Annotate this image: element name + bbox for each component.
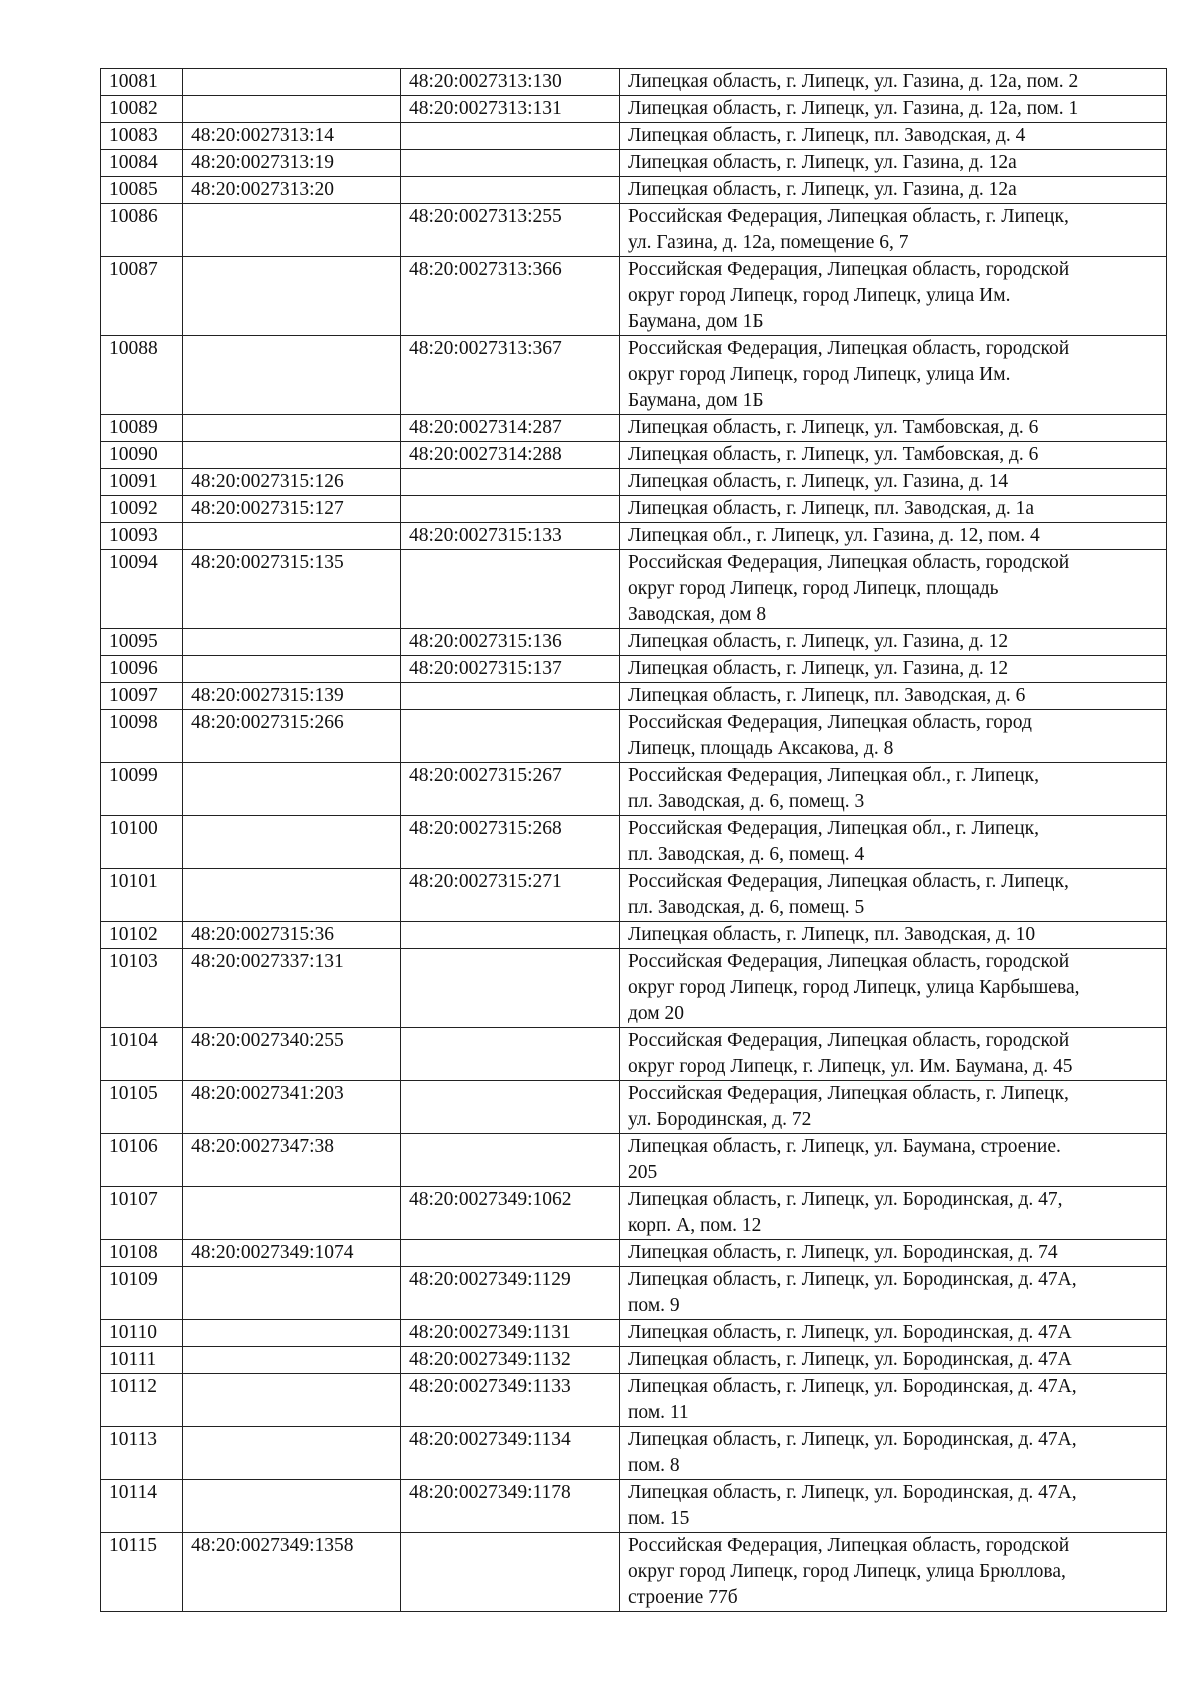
table-body bbox=[101, 69, 1167, 1612]
row-number-cell: 10115 bbox=[101, 1533, 183, 1612]
object-cadastral-number-cell: 48:20:0027313:367 bbox=[401, 336, 620, 415]
object-cadastral-number-cell: 48:20:0027315:133 bbox=[401, 523, 620, 550]
object-cadastral-number-cell: 48:20:0027349:1129 bbox=[401, 1267, 620, 1320]
object-cadastral-number-cell bbox=[401, 683, 620, 710]
object-cadastral-number-cell: 48:20:0027314:287 bbox=[401, 415, 620, 442]
address-cell: Липецкая область, г. Липецк, пл. Заводская, д. 1а bbox=[620, 496, 1167, 523]
table-row bbox=[101, 1267, 1167, 1320]
object-cadastral-number-cell: 48:20:0027349:1134 bbox=[401, 1427, 620, 1480]
row-number-cell: 10082 bbox=[101, 96, 183, 123]
land-cadastral-number-cell: 48:20:0027349:1074 bbox=[183, 1240, 401, 1267]
object-cadastral-number-cell: 48:20:0027313:366 bbox=[401, 257, 620, 336]
row-number-cell: 10109 bbox=[101, 1267, 183, 1320]
object-cadastral-number-cell bbox=[401, 496, 620, 523]
land-cadastral-number-cell: 48:20:0027315:139 bbox=[183, 683, 401, 710]
table-row bbox=[101, 96, 1167, 123]
object-cadastral-number-cell: 48:20:0027349:1131 bbox=[401, 1320, 620, 1347]
row-number-cell: 10100 bbox=[101, 816, 183, 869]
object-cadastral-number-cell: 48:20:0027315:267 bbox=[401, 763, 620, 816]
address-cell: Липецкая область, г. Липецк, ул. Бородинская, д. 47, корп. А, пом. 12 bbox=[620, 1187, 1167, 1240]
land-cadastral-number-cell bbox=[183, 523, 401, 550]
object-cadastral-number-cell: 48:20:0027314:288 bbox=[401, 442, 620, 469]
land-cadastral-number-cell: 48:20:0027315:266 bbox=[183, 710, 401, 763]
land-cadastral-number-cell bbox=[183, 656, 401, 683]
land-cadastral-number-cell bbox=[183, 442, 401, 469]
table-row bbox=[101, 1374, 1167, 1427]
address-cell: Липецкая область, г. Липецк, ул. Тамбовская, д. 6 bbox=[620, 415, 1167, 442]
row-number-cell: 10089 bbox=[101, 415, 183, 442]
address-cell: Липецкая область, г. Липецк, пл. Заводская, д. 4 bbox=[620, 123, 1167, 150]
address-cell: Российская Федерация, Липецкая область, г. Липецк, ул. Газина, д. 12а, помещение 6, 7 bbox=[620, 204, 1167, 257]
row-number-cell: 10110 bbox=[101, 1320, 183, 1347]
row-number-cell: 10083 bbox=[101, 123, 183, 150]
table-row bbox=[101, 1480, 1167, 1533]
land-cadastral-number-cell: 48:20:0027313:20 bbox=[183, 177, 401, 204]
row-number-cell: 10092 bbox=[101, 496, 183, 523]
object-cadastral-number-cell: 48:20:0027349:1132 bbox=[401, 1347, 620, 1374]
land-cadastral-number-cell: 48:20:0027349:1358 bbox=[183, 1533, 401, 1612]
land-cadastral-number-cell: 48:20:0027337:131 bbox=[183, 949, 401, 1028]
object-cadastral-number-cell bbox=[401, 1081, 620, 1134]
land-cadastral-number-cell: 48:20:0027340:255 bbox=[183, 1028, 401, 1081]
object-cadastral-number-cell: 48:20:0027315:268 bbox=[401, 816, 620, 869]
land-cadastral-number-cell bbox=[183, 869, 401, 922]
object-cadastral-number-cell bbox=[401, 1240, 620, 1267]
object-cadastral-number-cell: 48:20:0027315:271 bbox=[401, 869, 620, 922]
address-cell: Липецкая область, г. Липецк, пл. Заводская, д. 6 bbox=[620, 683, 1167, 710]
row-number-cell: 10088 bbox=[101, 336, 183, 415]
address-cell: Липецкая область, г. Липецк, ул. Баумана, строение. 205 bbox=[620, 1134, 1167, 1187]
address-cell: Российская Федерация, Липецкая обл., г. Липецк, пл. Заводская, д. 6, помещ. 3 bbox=[620, 763, 1167, 816]
land-cadastral-number-cell bbox=[183, 1320, 401, 1347]
table-row bbox=[101, 816, 1167, 869]
address-cell: Российская Федерация, Липецкая область, г. Липецк, пл. Заводская, д. 6, помещ. 5 bbox=[620, 869, 1167, 922]
address-cell: Российская Федерация, Липецкая область, городской округ город Липецк, город Липецк, площадь Заводская, дом 8 bbox=[620, 550, 1167, 629]
object-cadastral-number-cell: 48:20:0027349:1062 bbox=[401, 1187, 620, 1240]
address-cell: Липецкая область, г. Липецк, ул. Газина, д. 12 bbox=[620, 656, 1167, 683]
table-row bbox=[101, 1134, 1167, 1187]
object-cadastral-number-cell bbox=[401, 469, 620, 496]
row-number-cell: 10102 bbox=[101, 922, 183, 949]
land-cadastral-number-cell: 48:20:0027313:14 bbox=[183, 123, 401, 150]
land-cadastral-number-cell bbox=[183, 204, 401, 257]
object-cadastral-number-cell bbox=[401, 710, 620, 763]
address-cell: Липецкая область, г. Липецк, ул. Газина, д. 12а bbox=[620, 177, 1167, 204]
row-number-cell: 10090 bbox=[101, 442, 183, 469]
row-number-cell: 10093 bbox=[101, 523, 183, 550]
address-cell: Российская Федерация, Липецкая область, г. Липецк, ул. Бородинская, д. 72 bbox=[620, 1081, 1167, 1134]
object-cadastral-number-cell bbox=[401, 922, 620, 949]
land-cadastral-number-cell: 48:20:0027313:19 bbox=[183, 150, 401, 177]
row-number-cell: 10113 bbox=[101, 1427, 183, 1480]
table-row bbox=[101, 123, 1167, 150]
land-cadastral-number-cell: 48:20:0027341:203 bbox=[183, 1081, 401, 1134]
land-cadastral-number-cell: 48:20:0027315:126 bbox=[183, 469, 401, 496]
object-cadastral-number-cell bbox=[401, 1134, 620, 1187]
table-row bbox=[101, 1187, 1167, 1240]
row-number-cell: 10106 bbox=[101, 1134, 183, 1187]
address-cell: Липецкая область, г. Липецк, ул. Бородинская, д. 47А, пом. 15 bbox=[620, 1480, 1167, 1533]
land-cadastral-number-cell bbox=[183, 1427, 401, 1480]
object-cadastral-number-cell: 48:20:0027315:136 bbox=[401, 629, 620, 656]
address-cell: Липецкая область, г. Липецк, ул. Тамбовская, д. 6 bbox=[620, 442, 1167, 469]
object-cadastral-number-cell bbox=[401, 177, 620, 204]
row-number-cell: 10112 bbox=[101, 1374, 183, 1427]
table-row bbox=[101, 1240, 1167, 1267]
row-number-cell: 10095 bbox=[101, 629, 183, 656]
table-row bbox=[101, 1533, 1167, 1612]
row-number-cell: 10084 bbox=[101, 150, 183, 177]
row-number-cell: 10108 bbox=[101, 1240, 183, 1267]
object-cadastral-number-cell: 48:20:0027349:1178 bbox=[401, 1480, 620, 1533]
table-row bbox=[101, 683, 1167, 710]
table-row bbox=[101, 1320, 1167, 1347]
table-row bbox=[101, 656, 1167, 683]
land-cadastral-number-cell bbox=[183, 415, 401, 442]
address-cell: Российская Федерация, Липецкая область, городской округ город Липецк, г. Липецк, ул. Им. Баумана, д. 45 bbox=[620, 1028, 1167, 1081]
object-cadastral-number-cell bbox=[401, 123, 620, 150]
object-cadastral-number-cell bbox=[401, 949, 620, 1028]
row-number-cell: 10096 bbox=[101, 656, 183, 683]
land-cadastral-number-cell: 48:20:0027315:127 bbox=[183, 496, 401, 523]
address-cell: Российская Федерация, Липецкая область, городской округ город Липецк, город Липецк, улица Брюллова, строение 77б bbox=[620, 1533, 1167, 1612]
table-row bbox=[101, 177, 1167, 204]
address-cell: Липецкая область, г. Липецк, ул. Бородинская, д. 47А bbox=[620, 1320, 1167, 1347]
table-row bbox=[101, 415, 1167, 442]
object-cadastral-number-cell: 48:20:0027313:255 bbox=[401, 204, 620, 257]
row-number-cell: 10091 bbox=[101, 469, 183, 496]
table-row bbox=[101, 922, 1167, 949]
table-row bbox=[101, 1347, 1167, 1374]
land-cadastral-number-cell bbox=[183, 629, 401, 656]
table-row bbox=[101, 336, 1167, 415]
address-cell: Липецкая область, г. Липецк, ул. Газина, д. 12а bbox=[620, 150, 1167, 177]
address-cell: Липецкая область, г. Липецк, ул. Газина, д. 12 bbox=[620, 629, 1167, 656]
table-row bbox=[101, 949, 1167, 1028]
land-cadastral-number-cell: 48:20:0027347:38 bbox=[183, 1134, 401, 1187]
row-number-cell: 10098 bbox=[101, 710, 183, 763]
table-row bbox=[101, 523, 1167, 550]
table-row bbox=[101, 1028, 1167, 1081]
object-cadastral-number-cell: 48:20:0027313:131 bbox=[401, 96, 620, 123]
table-row bbox=[101, 469, 1167, 496]
land-cadastral-number-cell bbox=[183, 763, 401, 816]
land-cadastral-number-cell bbox=[183, 69, 401, 96]
land-cadastral-number-cell bbox=[183, 96, 401, 123]
land-cadastral-number-cell bbox=[183, 1267, 401, 1320]
object-cadastral-number-cell bbox=[401, 550, 620, 629]
address-cell: Липецкая область, г. Липецк, ул. Бородинская, д. 47А bbox=[620, 1347, 1167, 1374]
address-cell: Российская Федерация, Липецкая область, городской округ город Липецк, город Липецк, улица Карбышева, дом 20 bbox=[620, 949, 1167, 1028]
row-number-cell: 10103 bbox=[101, 949, 183, 1028]
object-cadastral-number-cell: 48:20:0027349:1133 bbox=[401, 1374, 620, 1427]
land-cadastral-number-cell bbox=[183, 1480, 401, 1533]
row-number-cell: 10097 bbox=[101, 683, 183, 710]
table-row bbox=[101, 1081, 1167, 1134]
row-number-cell: 10107 bbox=[101, 1187, 183, 1240]
table-row bbox=[101, 496, 1167, 523]
land-cadastral-number-cell bbox=[183, 336, 401, 415]
object-cadastral-number-cell bbox=[401, 150, 620, 177]
land-cadastral-number-cell: 48:20:0027315:36 bbox=[183, 922, 401, 949]
table-row bbox=[101, 629, 1167, 656]
table-row bbox=[101, 869, 1167, 922]
table-row bbox=[101, 710, 1167, 763]
row-number-cell: 10105 bbox=[101, 1081, 183, 1134]
table-row bbox=[101, 150, 1167, 177]
table-row bbox=[101, 550, 1167, 629]
row-number-cell: 10111 bbox=[101, 1347, 183, 1374]
table-row bbox=[101, 1427, 1167, 1480]
address-cell: Липецкая область, г. Липецк, ул. Бородинская, д. 74 bbox=[620, 1240, 1167, 1267]
row-number-cell: 10114 bbox=[101, 1480, 183, 1533]
cadastral-table bbox=[100, 68, 1167, 1612]
table-row bbox=[101, 763, 1167, 816]
table-row bbox=[101, 204, 1167, 257]
address-cell: Липецкая область, г. Липецк, ул. Газина, д. 12а, пом. 2 bbox=[620, 69, 1167, 96]
land-cadastral-number-cell bbox=[183, 1347, 401, 1374]
address-cell: Липецкая область, г. Липецк, ул. Бородинская, д. 47А, пом. 9 bbox=[620, 1267, 1167, 1320]
address-cell: Российская Федерация, Липецкая обл., г. Липецк, пл. Заводская, д. 6, помещ. 4 bbox=[620, 816, 1167, 869]
land-cadastral-number-cell bbox=[183, 1374, 401, 1427]
address-cell: Липецкая область, г. Липецк, ул. Бородинская, д. 47А, пом. 8 bbox=[620, 1427, 1167, 1480]
address-cell: Липецкая область, г. Липецк, пл. Заводская, д. 10 bbox=[620, 922, 1167, 949]
row-number-cell: 10094 bbox=[101, 550, 183, 629]
row-number-cell: 10101 bbox=[101, 869, 183, 922]
row-number-cell: 10099 bbox=[101, 763, 183, 816]
land-cadastral-number-cell bbox=[183, 257, 401, 336]
row-number-cell: 10085 bbox=[101, 177, 183, 204]
row-number-cell: 10087 bbox=[101, 257, 183, 336]
land-cadastral-number-cell bbox=[183, 1187, 401, 1240]
land-cadastral-number-cell bbox=[183, 816, 401, 869]
land-cadastral-number-cell: 48:20:0027315:135 bbox=[183, 550, 401, 629]
address-cell: Липецкая область, г. Липецк, ул. Газина, д. 14 bbox=[620, 469, 1167, 496]
object-cadastral-number-cell: 48:20:0027313:130 bbox=[401, 69, 620, 96]
row-number-cell: 10104 bbox=[101, 1028, 183, 1081]
object-cadastral-number-cell bbox=[401, 1533, 620, 1612]
address-cell: Липецкая обл., г. Липецк, ул. Газина, д. 12, пом. 4 bbox=[620, 523, 1167, 550]
address-cell: Российская Федерация, Липецкая область, городской округ город Липецк, город Липецк, улица Им. Баумана, дом 1Б bbox=[620, 336, 1167, 415]
address-cell: Липецкая область, г. Липецк, ул. Бородинская, д. 47А, пом. 11 bbox=[620, 1374, 1167, 1427]
address-cell: Российская Федерация, Липецкая область, город Липецк, площадь Аксакова, д. 8 bbox=[620, 710, 1167, 763]
table-row bbox=[101, 69, 1167, 96]
row-number-cell: 10081 bbox=[101, 69, 183, 96]
table-row bbox=[101, 257, 1167, 336]
object-cadastral-number-cell bbox=[401, 1028, 620, 1081]
address-cell: Липецкая область, г. Липецк, ул. Газина, д. 12а, пом. 1 bbox=[620, 96, 1167, 123]
address-cell: Российская Федерация, Липецкая область, городской округ город Липецк, город Липецк, улица Им. Баумана, дом 1Б bbox=[620, 257, 1167, 336]
object-cadastral-number-cell: 48:20:0027315:137 bbox=[401, 656, 620, 683]
row-number-cell: 10086 bbox=[101, 204, 183, 257]
table-row bbox=[101, 442, 1167, 469]
